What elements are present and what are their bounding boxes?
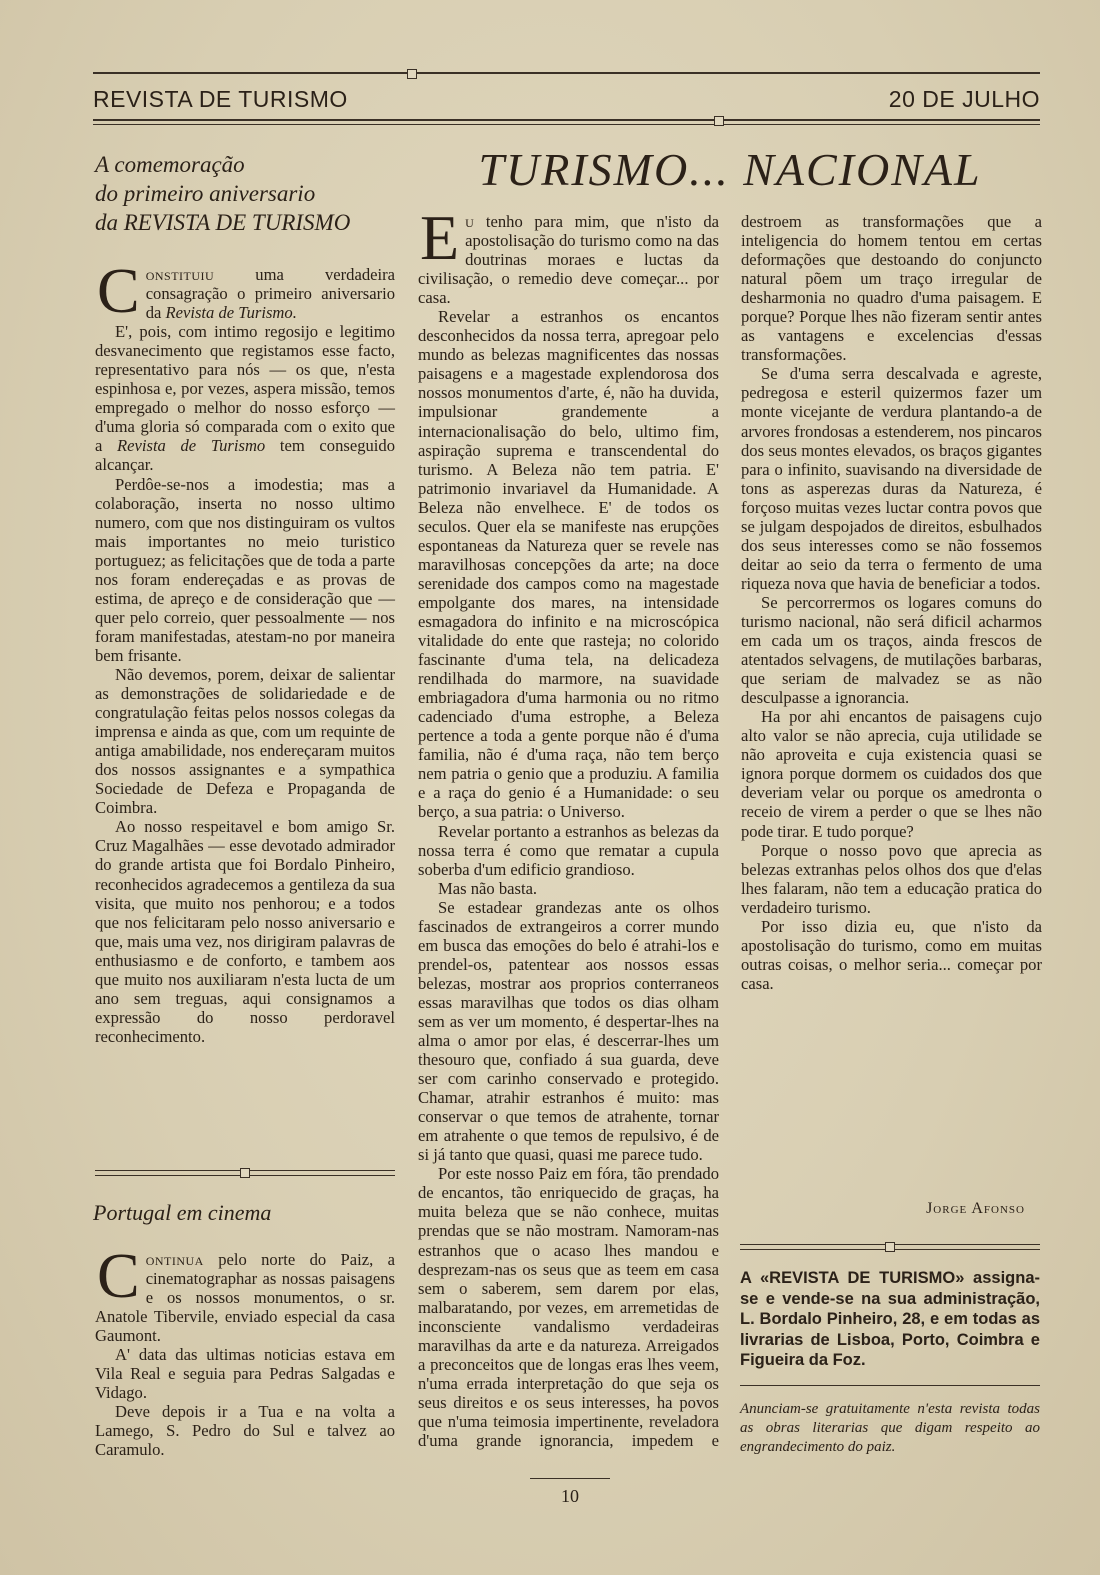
side-title-line: A comemoração	[95, 152, 245, 177]
subscription-notice: A «REVISTA DE TURISMO» assigna-se e vende-se na sua administração, L. Bordalo Pinheiro, 28, e em todas as livrarias de Lisboa, Porto, Coimbra e Figueira da Foz.	[740, 1269, 1040, 1369]
journal-name: Revista de Turismo	[117, 436, 266, 456]
ornament-square	[240, 1168, 250, 1178]
main-paragraph: Mas não basta.	[438, 878, 538, 898]
side-paragraph: Ao nosso respeitavel e bom amigo Sr. Cruz Magalhães — esse devotado admirador do grande artista que foi Bordalo Pinheiro, reconhecidos agradecemos a gentileza da sua visita, que muito nos penhorou; e a todos que nos felicitaram pelo nosso aniversario e que, mais uma vez, nos dirigiram palavras de enthusiasmo e de conforto, e tambem aos que muito nos auxiliaram n'esta lucta de um ano sem treguas, aqui consignamos a expressão do nosso perdoravel reconhecimento.	[95, 817, 395, 1046]
drop-cap: C	[97, 1240, 140, 1311]
lead-word: onstituiu	[145, 265, 215, 284]
page-number: 10	[561, 1486, 579, 1506]
ornament-square	[714, 116, 724, 126]
cinema-paragraph: A' data das ultimas noticias estava em Vila Real e seguia para Pedras Salgadas e Vidago.	[95, 1345, 395, 1403]
drop-cap: C	[97, 255, 140, 326]
main-paragraph	[418, 202, 719, 308]
header-journal-title: REVISTA DE TURISMO	[93, 86, 348, 112]
cinema-paragraph	[95, 1240, 395, 1346]
main-paragraph: Porque o nosso povo que aprecia as belezas extranhas pelos olhos dos que d'elas lhes falaram, não tem a educação pratica do verdadeiro turismo.	[741, 840, 1042, 917]
main-paragraph: Por isso dizia eu, que n'isto da apostolisação do turismo, como em muitas outras coisas, o melhor seria... começar por casa.	[741, 916, 1042, 993]
paragraph-text: E', pois, com intimo regosijo e legitimo desvanecimento que registamos esse facto, representativo para nós — os que, n'esta espinhosa e, por vezes, aspera missão, temos empregado o melhor do nosso esforço — d'uma gloria só comparada com o exito que a	[95, 322, 395, 456]
side-paragraph	[95, 255, 395, 326]
main-article-title: TURISMO... NACIONAL	[478, 144, 982, 195]
main-paragraph: Se d'uma serra descalvada e agreste, pedregosa e esteril quizermos fazer um monte vicejante de verdura plantando-a de arvores frondosas a estenderem, nos pincaros dos seus montes elevados, os braços gigantes para o infinito, suavisando na diversidade de tons as asperezas duras da Natureza, é forçoso muitas vezes luctar contra povos que se julgam despojados de direitos, esbulhados dos seus interesses como se não fossemos deitar ao seio da terra o fermento de uma riqueza nova que havia de beneficiar a todos.	[741, 364, 1042, 593]
main-paragraph: Ha por ahi encantos de paisagens cujo alto valor se não aprecia, cuja utilidade se não aproveita e cuja existencia quasi se ignora porque dormem os cuidados dos que deveriam velar ou porque os amedronta o receio de virem a perder o que se lhes não pode tirar. E tudo porque?	[741, 707, 1042, 841]
side-article-title	[95, 150, 405, 237]
main-paragraph: Por este nosso Paiz em fóra, tão prendado de encantos, tão enriquecido de graças, ha muita beleza que se não conhece, muitas prendas que se não mostram. Namoram-nas estranhos que o acaso lhes mandou e desprezam-nas os seus que as teem em casa sem o saberem, sem darem por elas, malbaratando, por vezes, em arremetidas de inconsciente vandalismo verdadeiras maravilhas da arte e da natureza. Arreigados a preconceitos que de longas eras lhes veem, n'uma errada interpretação do que seja os seus direitos e os seus interesses, ha povos que n'uma teimosia impertinente, reveladora d'uma grande ignorancia, impedem e destroem as transformações que a inteligencia do homem tentou em certas deformações que destoando do conjuncto natural põem um traço irregular de desharmonia no quadro d'uma paisagem. E porque? Porque lhes não fizeram sentir antes as vantagens e excelencias d'essas transformações.	[418, 212, 1042, 1450]
cinema-paragraph: Deve depois ir a Tua e na volta a Lamego, S. Pedro do Sul e talvez ao Caramulo.	[95, 1402, 395, 1460]
cinema-article-title: Portugal em cinema	[93, 1200, 272, 1225]
cinema-column	[95, 1240, 395, 1460]
lead-word: ontinua	[145, 1250, 204, 1269]
divider-line	[740, 1385, 1040, 1386]
side-title-line: da REVISTA DE TURISMO	[95, 210, 351, 235]
main-paragraph: Se estadear grandezas ante os olhos fascinados de extrangeiros a correr mundo em busca das emoções do belo é atrahi-los e prendel-os, patentear aos nossos essas belezas, mostrar aos proprios conterraneos essas maravilhas que todos os dias olham sem as ver um momento, é despertar-lhes na alma o amor por elas, é descerrar-lhes um thesouro que, confiado á sua guarda, deve ser com carinho conservado e protegido. Chamar, atrahir estranhos é muito: mas conservar o que temos de atrahente, tornar em atrahente o que temos de repulsivo, é de si já tanto que quasi, quasi me parece tudo.	[418, 897, 719, 1165]
journal-name: Revista de Turismo.	[165, 303, 297, 323]
side-paragraph: Perdôe-se-nos a imodestia; mas a colaboração, inserta no nosso ultimo numero, com que nos distinguiram os vultos mais importantes no meio turistico portuguez; as felicitações que de toda a parte nos foram endereçadas e as provas de estima, de apreço e de consideração que — quer pelo correio, quer pessoalmente — nos foram manifestadas, atestam-no por maneira bem frisante.	[95, 474, 395, 665]
side-title-line: do primeiro aniversario	[95, 181, 316, 206]
ornament-square	[885, 1242, 895, 1252]
header-rule-bottom	[93, 119, 1040, 121]
main-paragraph: Revelar a estranhos os encantos desconhecidos da nossa terra, apregoar pelo mundo as belezas magnificentes das nossas paisagens e a magestade explendorosa dos nossos monumentos d'arte, é, não ha duvida, impulsionar grandemente a internacionalisação do belo, ultimo fim, aspiração suprema e transcendental do turismo. A Beleza não tem patria. E' patrimonio invariavel da Humanidade. A Beleza não envelhece. E' de todos os seculos. Quer ela se manifeste nas erupções espontaneas da Natureza quer se revele nas maravilhosas concepções da arte; na doce serenidade dos campos como na magestade empolgante dos mares, na intensidade esmagadora do infinito e na microscópica vitalidade do ente que rasteja; no colorido fascinante d'uma tela, na delicadeza rendilhada do marmore, na suavidade embriagadora d'uma harmonia ou no ritmo cadenciado d'uma estrophe, a Beleza pertence a toda a gente porque não é d'uma familia, não é d'uma raça, não tem berço nem patria o genio que a produziu. A familia e a raça do genio é a Humanidade: o seu berço, a sua patria: o Universo.	[418, 307, 719, 822]
paragraph-text: pelo norte do Paiz, a cinematographar as nossas paisagens e os nossos monumentos, o sr. Anatole Tibervile, enviado especial da casa Gaumont.	[95, 1250, 395, 1346]
drop-cap: E	[420, 202, 460, 273]
ornament-square	[407, 69, 417, 79]
header-date: 20 DE JULHO	[888, 86, 1040, 112]
author-signature: Jorge Afonso	[926, 1200, 1025, 1217]
paragraph-text: tem conseguido alcançar.	[95, 436, 395, 475]
header-rule-top	[93, 72, 1040, 74]
left-column	[95, 255, 395, 1046]
header-rule-bottom-2	[93, 124, 1040, 125]
lead-word: u	[465, 212, 475, 231]
paragraph-text: uma verdadeira consagração o primeiro aniversario da	[145, 265, 395, 323]
main-paragraph: Revelar portanto a estranhos as belezas da nossa terra é como que rematar a cupula soberba d'um edificio grandioso.	[418, 821, 719, 879]
side-paragraph	[95, 322, 395, 474]
side-paragraph: Não devemos, porem, deixar de salientar as demonstrações de solidariedade e de congratulação feitas pelos nossos colegas da imprensa e ainda as que, com um requinte de antiga amabilidade, nos endereçaram muitos dos nossos assignantes e a sympathica Sociedade de Defeza e Propaganda de Coimbra.	[95, 664, 395, 818]
footer-rule	[530, 1478, 610, 1479]
paragraph-text: tenho para mim, que n'isto da apostolisação do turismo como na das doutrinas moraes e luctas da civilisação, o remedio deve começar... por casa.	[418, 212, 719, 308]
announcement-note: Anunciam-se gratuitamente n'esta revista todas as obras literarias que digam respeito ao engrandecimento do paiz.	[740, 1401, 1040, 1455]
main-paragraph: Se percorrermos os logares comuns do turismo nacional, não será dificil acharmos em cada um os traços, ainda frescos de atentados selvagens, de mutilações barbaras, que seriam de malvadez se as não desculpasse a ignorancia.	[741, 592, 1042, 708]
